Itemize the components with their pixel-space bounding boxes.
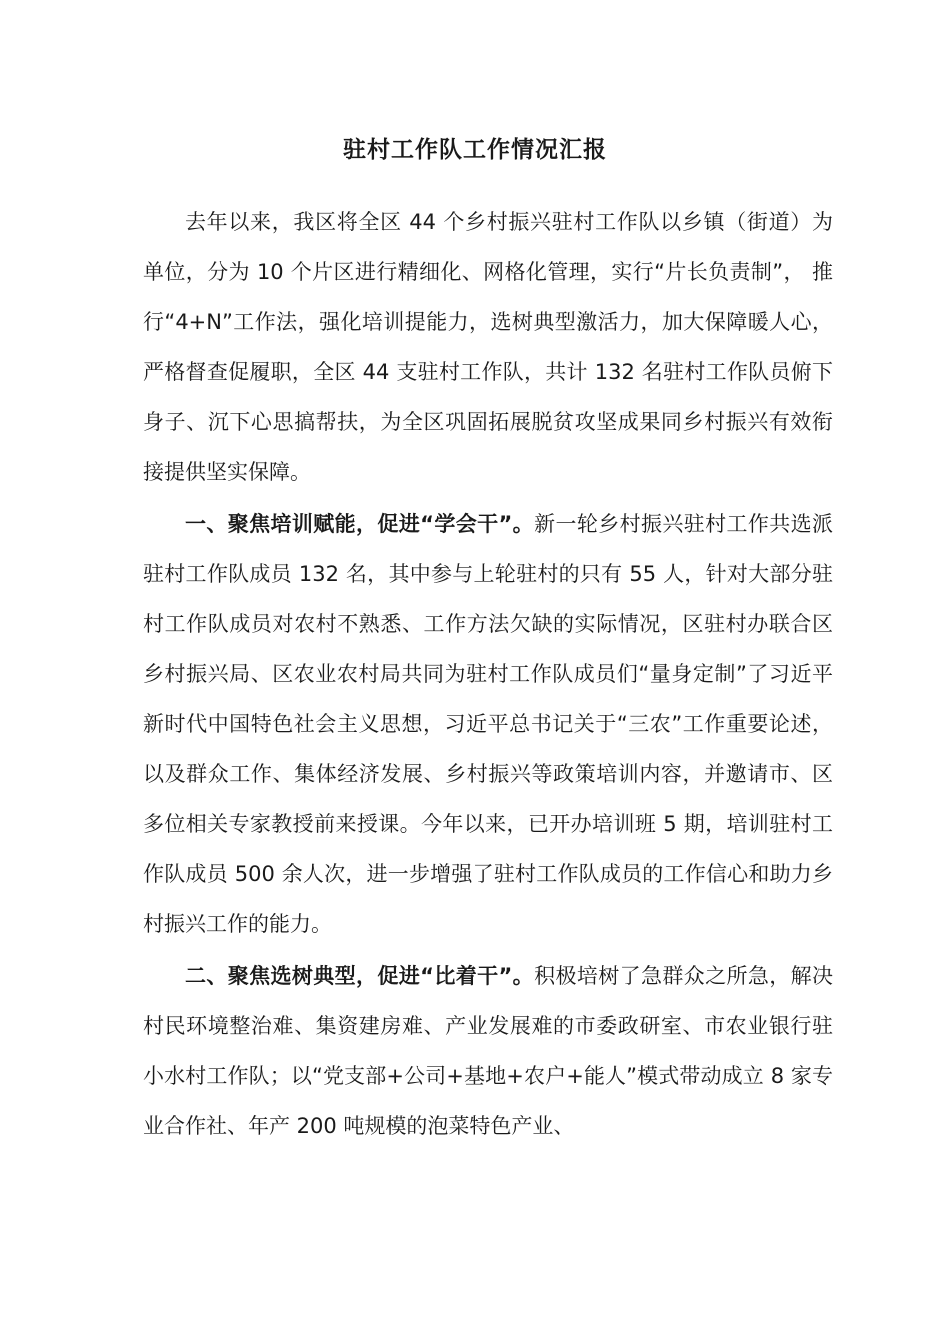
document-body <box>143 197 833 1151</box>
document-title: 驻村工作队工作情况汇报 <box>343 137 607 163</box>
paragraph-text: 新一轮乡村振兴驻村工作共选派驻村工作队成员 132 名，其中参与上轮驻村的只有 55 人，针对大部分驻村工作队成员对农村不熟悉、工作方法欠缺的实际情况，区驻村办联合区乡村振兴局、区农业农村局共同为驻村工作队成员们“量身定制”了习近平新时代中国特色社会主义思想，习近平总书记关于“三农”工作重要论述，以及群众工作、集体经济发展、乡村振兴等政策培训内容，并邀请市、区多位相关专家教授前来授课。今年以来，已开办培训班 5 期，培训驻村工作队成员 500 余人次，进一步增强了驻村工作队成员的工作信心和助力乡村振兴工作的能力。 <box>143 512 833 936</box>
paragraph-text: 去年以来，我区将全区 44 个乡村振兴驻村工作队以乡镇（街道）为单位，分为 10 个片区进行精细化、网格化管理，实行“片长负责制”， 推行“4+N”工作法，强化培训提能力，选树典型激活力，加大保障暖人心，严格督查促履职，全区 44 支驻村工作队，共计 132 名驻村工作队员俯下身子、沉下心思搞帮扶，为全区巩固拓展脱贫攻坚成果同乡村振兴有效衔接提供坚实保障。 <box>143 210 833 484</box>
paragraph-text: 积极培树了急群众之所急，解决村民环境整治难、集资建房难、产业发展难的市委政研室、市农业银行驻小水村工作队；以“党支部+公司+基地+农户+能人”模式带动成立 8 家专业合作社、年产 200 吨规模的泡菜特色产业、 <box>143 964 833 1138</box>
section-1-paragraph <box>143 499 833 949</box>
section-2-paragraph <box>143 951 833 1151</box>
section-1-heading: 一、聚焦培训赋能，促进“学会干”。 <box>185 512 535 536</box>
intro-paragraph <box>143 197 833 497</box>
section-2-heading: 二、聚焦选树典型，促进“比着干”。 <box>185 964 535 988</box>
